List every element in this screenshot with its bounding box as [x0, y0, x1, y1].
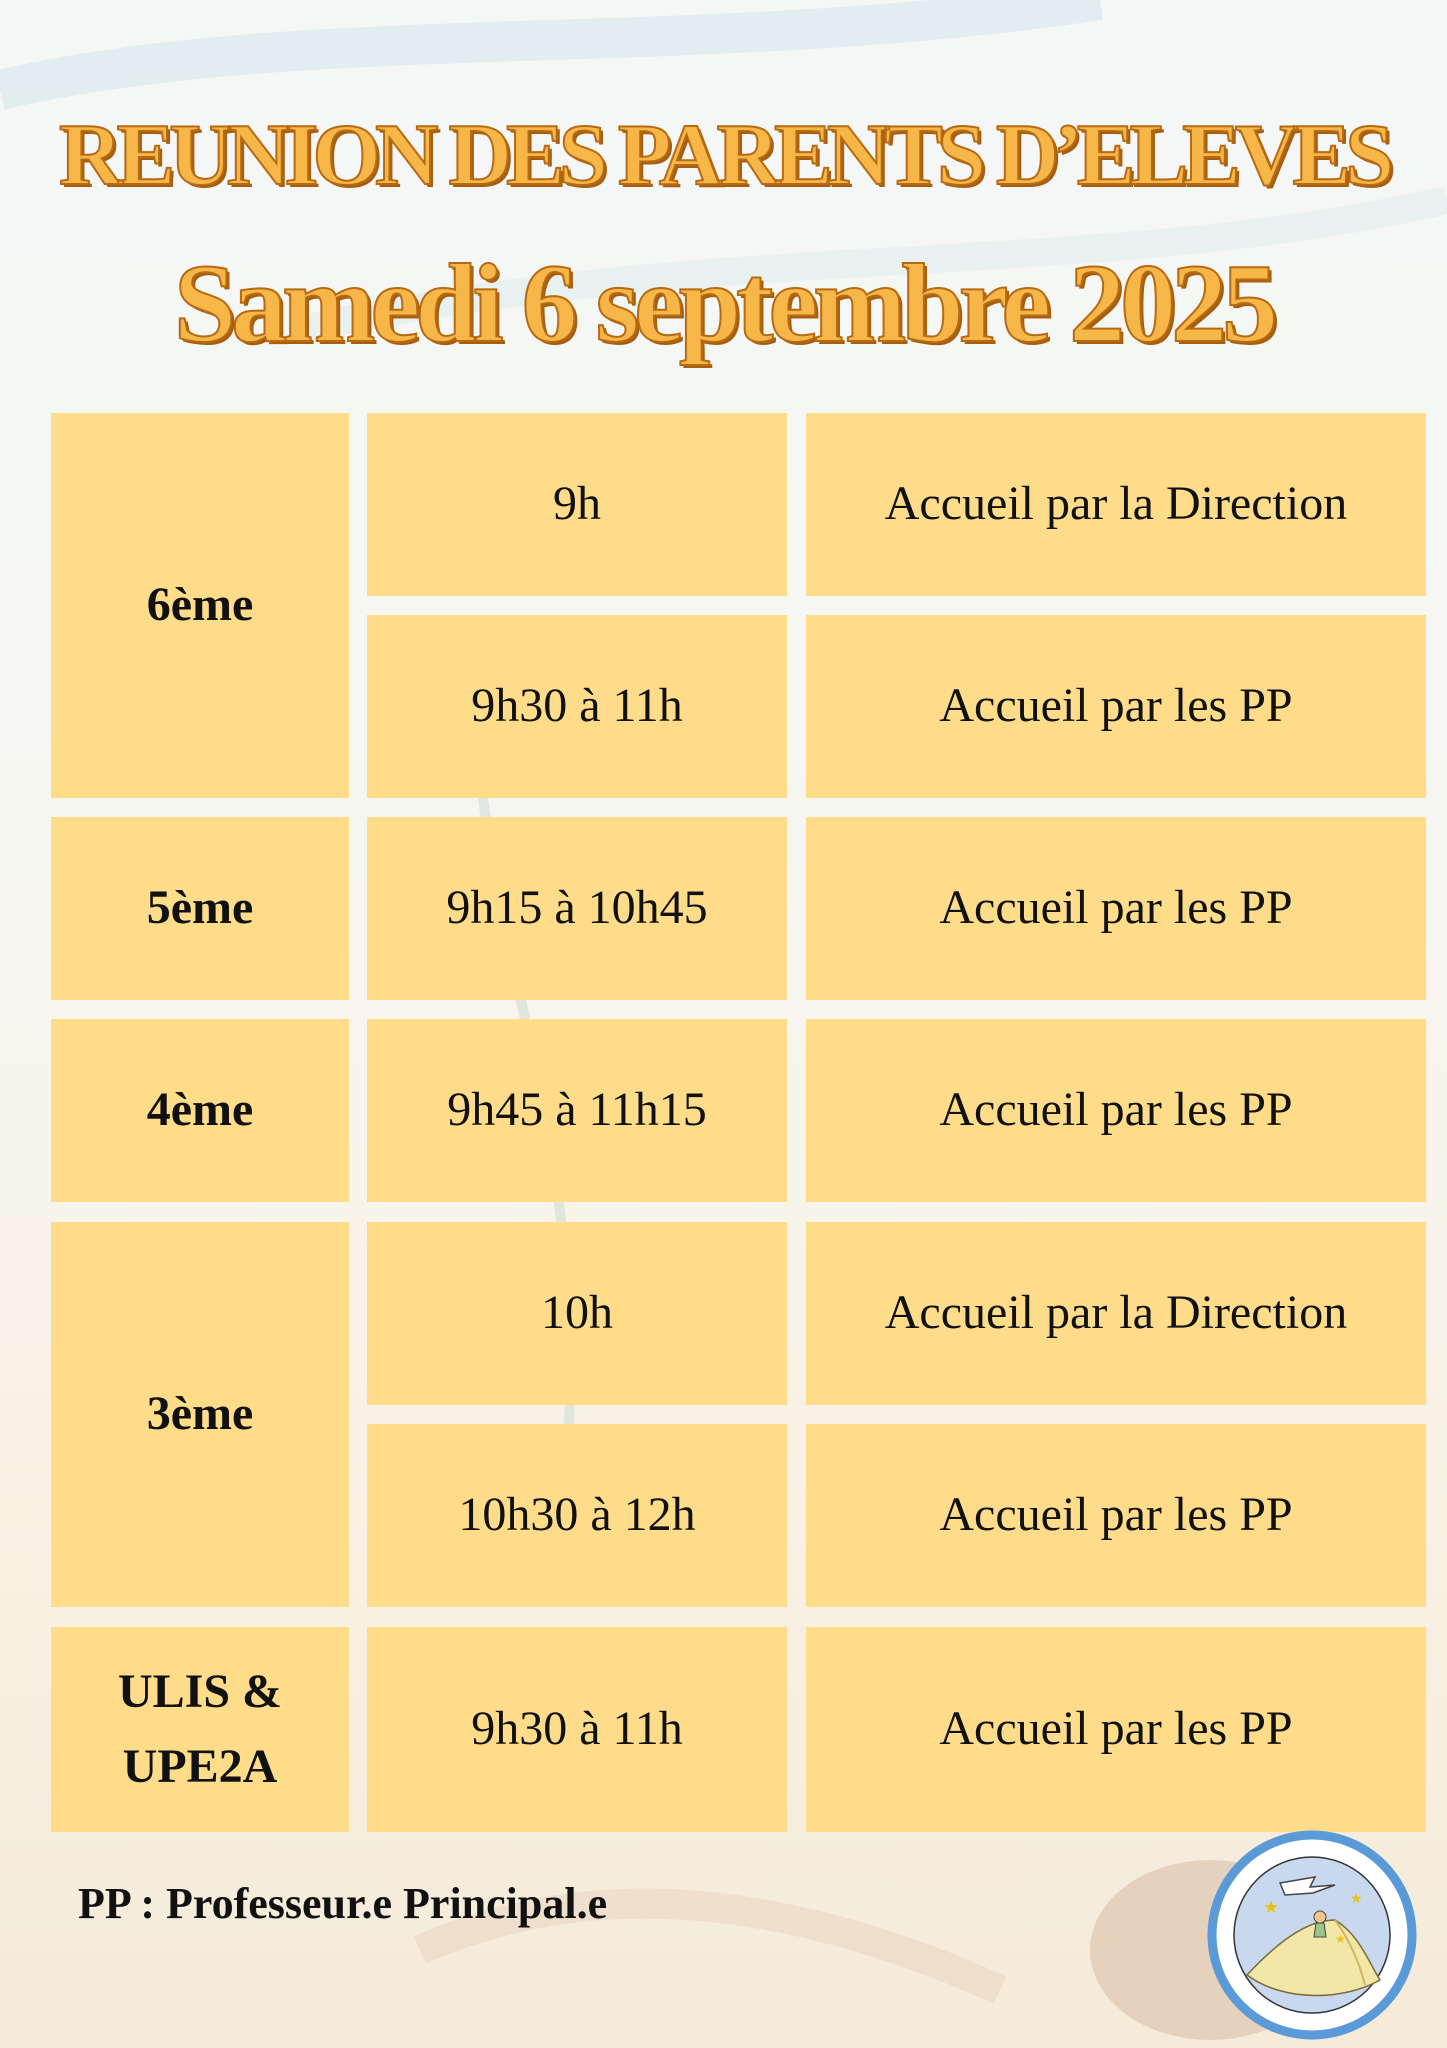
time-cell: 9h15 à 10h45 [367, 817, 787, 1000]
level-ulis-upe2a [51, 1627, 349, 1832]
time-cell: 9h [367, 413, 787, 596]
pp-legend: PP : Professeur.e Principal.e [78, 1879, 608, 1928]
activity-cell: Accueil par les PP [806, 615, 1426, 798]
level-4eme: 4ème [51, 1019, 349, 1202]
activity-cell: Accueil par les PP [806, 1424, 1426, 1607]
activity-cell: Accueil par la Direction [806, 413, 1426, 596]
level-6eme: 6ème [51, 413, 349, 798]
time-cell: 9h30 à 11h [367, 615, 787, 798]
level-3eme: 3ème [51, 1222, 349, 1607]
activity-cell: Accueil par les PP [806, 1627, 1426, 1832]
time-cell: 9h45 à 11h15 [367, 1019, 787, 1202]
activity-cell: Accueil par la Direction [806, 1222, 1426, 1405]
time-cell: 10h30 à 12h [367, 1424, 787, 1607]
page-title: REUNION DES PARENTS D’ELEVES [58, 107, 1389, 204]
svg-text:★: ★ [1263, 1897, 1280, 1918]
svg-text:★: ★ [1350, 1891, 1363, 1907]
activity-cell: Accueil par les PP [806, 1019, 1426, 1202]
activity-cell: Accueil par les PP [806, 817, 1426, 1000]
event-date: Samedi 6 septembre 2025 [173, 242, 1274, 366]
school-logo [1185, 1825, 1440, 2040]
svg-text:★: ★ [1335, 1932, 1346, 1946]
level-line: ULIS & [117, 1665, 283, 1719]
time-cell: 9h30 à 11h [367, 1627, 787, 1832]
level-5eme: 5ème [51, 817, 349, 1000]
time-cell: 10h [367, 1222, 787, 1405]
level-line: UPE2A [122, 1739, 278, 1793]
